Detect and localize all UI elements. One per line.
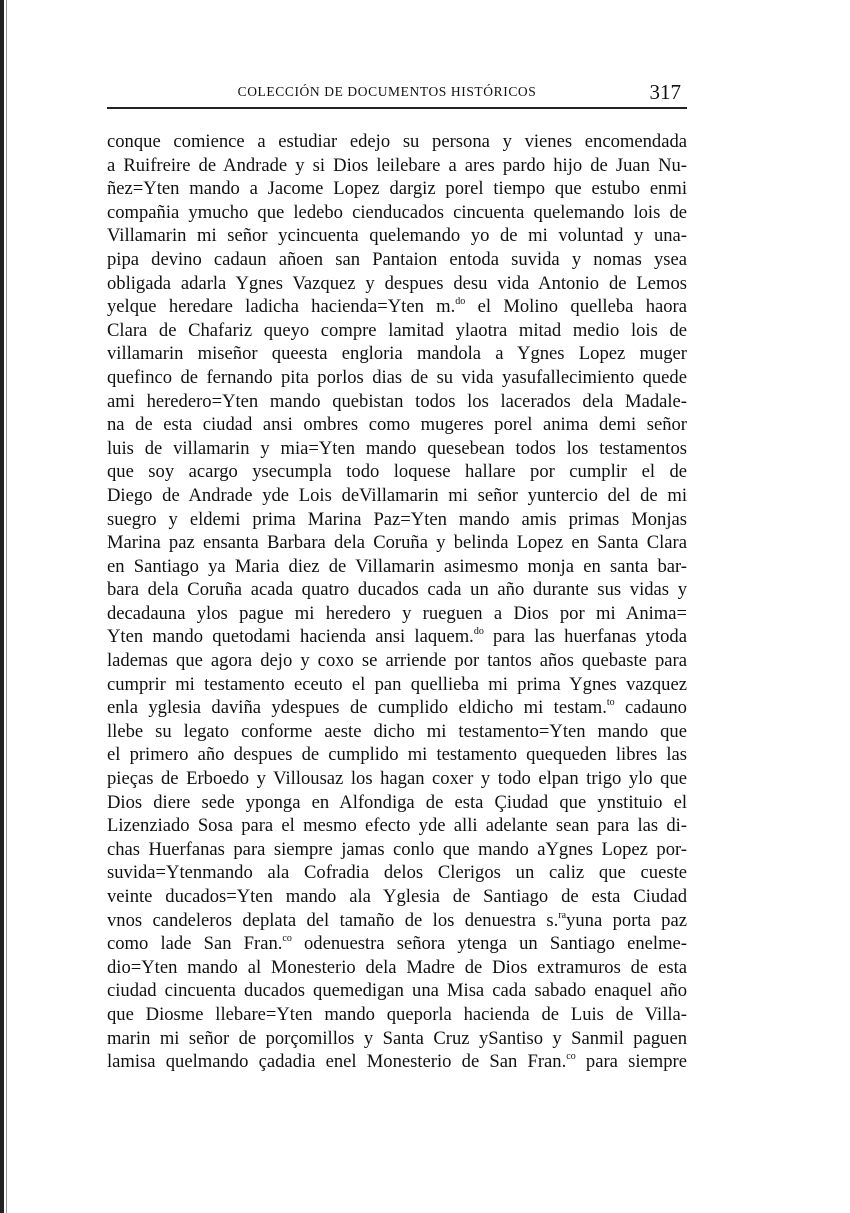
text-line: en Santiago ya Maria diez de Villamarin asimesmo monja en santa bar-: [107, 555, 687, 577]
text-line: veinte ducados=Yten mando ala Yglesia de Santiago de esta Ciudad: [107, 886, 687, 907]
body-text: [107, 130, 687, 1074]
text-line: ciudad cincuenta ducados quemedigan una Misa cada sabado enaquel año: [107, 980, 687, 1002]
text-line: dio=Yten mando al Monesterio dela Madre de Dios extramuros de esta: [107, 956, 687, 978]
text-line: bara dela Coruña acada quatro ducados cada un año durante sus vidas y: [107, 579, 687, 601]
text-line: compañia ymucho que ledebo cienducados cincuenta quelemando lois de: [107, 201, 687, 223]
text-line: Marina paz ensanta Barbara dela Coruña y belinda Lopez en Santa Clara: [107, 532, 687, 554]
text-line: Dios diere sede yponga en Alfondiga de esta Çiudad que ynstituio el: [107, 791, 687, 813]
text-segment: enla yglesia daviña ydespues de cumplido eldicho mi testam.: [107, 697, 607, 719]
text-line: obligada adarla Ygnes Vazquez y despues desu vida Antonio de Lemos: [107, 272, 687, 294]
superscript-abbreviation: ra: [558, 909, 567, 921]
text-line: el primero año despues de cumplido mi testamento quequeden libres las: [107, 744, 687, 766]
text-line: villamarin miseñor queesta engloria mandola a Ygnes Lopez muger: [107, 343, 687, 365]
text-segment: Yten mando quetodami hacienda ansi laquem.: [107, 626, 474, 648]
text-line: ñez=Yten mando a Jacome Lopez dargiz porel tiempo que estubo enmi: [107, 178, 687, 200]
text-line: Lizenziado Sosa para el mesmo efecto yde alli adelante sean para las di-: [107, 815, 687, 837]
superscript-abbreviation: co: [566, 1051, 576, 1063]
header-rule: [107, 107, 687, 109]
text-line: [107, 909, 687, 933]
text-line: Villamarin mi señor ycincuenta quelemando yo de mi voluntad y una-: [107, 225, 687, 247]
superscript-abbreviation: co: [282, 933, 292, 945]
text-line: ami heredero=Yten mando quebistan todos los lacerados dela Madale-: [107, 390, 687, 412]
text-line: suvida=Ytenmando ala Cofradia delos Clerigos un caliz que cueste: [107, 862, 687, 884]
scan-edge-shadow: [6, 0, 7, 1213]
text-segment: el Molino quelleba haora: [465, 296, 687, 318]
text-segment: yuna porta paz: [566, 909, 687, 931]
text-segment: odenuestra señora ytenga un Santiago enelme-: [291, 933, 687, 955]
text-line: lademas que agora dejo y coxo se arriende por tantos años quebaste para: [107, 650, 687, 672]
text-segment: yelque heredare ladicha hacienda=Yten m.: [107, 296, 456, 318]
text-line: suegro y eldemi prima Marina Paz=Yten mando amis primas Monjas: [107, 508, 687, 530]
text-line: que Diosme llebare=Yten mando queporla hacienda de Luis de Villa-: [107, 1003, 687, 1025]
superscript-abbreviation: do: [473, 626, 484, 638]
text-line: luis de villamarin y mia=Yten mando quesebean todos los testamentos: [107, 437, 687, 459]
text-segment: lamisa quelmando çadadia enel Monesterio de San Fran.: [107, 1051, 567, 1073]
text-line: pipa devino cadaun añoen san Pantaion entoda suvida y nomas ysea: [107, 248, 687, 270]
superscript-abbreviation: to: [606, 697, 615, 709]
text-segment: como lade San Fran.: [107, 933, 283, 955]
text-line: [107, 696, 687, 720]
text-line: cumprir mi testamento eceuto el pan quellieba mi prima Ygnes vazquez: [107, 673, 687, 695]
text-line: [107, 295, 687, 319]
text-line: [107, 1050, 687, 1074]
running-title: COLECCIÓN DE DOCUMENTOS HISTÓRICOS: [237, 84, 537, 99]
text-line: quefinco de fernando pita porlos dias de su vida yasufallecimiento quede: [107, 366, 687, 388]
text-line: [107, 625, 687, 649]
text-line: marin mi señor de porçomillos y Santa Cruz ySantiso y Sanmil paguen: [107, 1027, 687, 1049]
superscript-abbreviation: do: [455, 296, 466, 308]
text-line: chas Huerfanas para siempre jamas conlo que mando aYgnes Lopez por-: [107, 838, 687, 860]
text-line: [107, 932, 687, 956]
text-line: que soy acargo ysecumpla todo loquese hallare por cumplir el de: [107, 461, 687, 483]
text-line: decadauna ylos pague mi heredero y rueguen a Dios por mi Anima=: [107, 602, 687, 624]
text-segment: para siempre: [575, 1051, 688, 1073]
text-segment: cadauno: [614, 697, 687, 719]
page-number: 317: [649, 80, 681, 104]
text-line: a Ruifreire de Andrade y si Dios leilebare a ares pardo hijo de Juan Nu-: [107, 154, 687, 176]
scan-edge: [0, 0, 4, 1213]
page-header: [107, 80, 687, 106]
text-segment: vnos candeleros deplata del tamaño de los denuestra s.: [107, 909, 559, 931]
text-line: na de esta ciudad ansi ombres como mugeres porel anima demi señor: [107, 414, 687, 436]
text-line: Diego de Andrade yde Lois deVillamarin mi señor yuntercio del de mi: [107, 484, 687, 506]
text-line: pieças de Erboedo y Villousaz los hagan coxer y todo elpan trigo ylo que: [107, 768, 687, 790]
text-line: Clara de Chafariz queyo compre lamitad ylaotra mitad medio lois de: [107, 319, 687, 341]
text-line: conque comience a estudiar edejo su persona y vienes encomendada: [107, 131, 687, 152]
text-line: llebe su legato conforme aeste dicho mi testamento=Yten mando que: [107, 720, 687, 742]
text-segment: para las huerfanas ytoda: [483, 626, 687, 648]
